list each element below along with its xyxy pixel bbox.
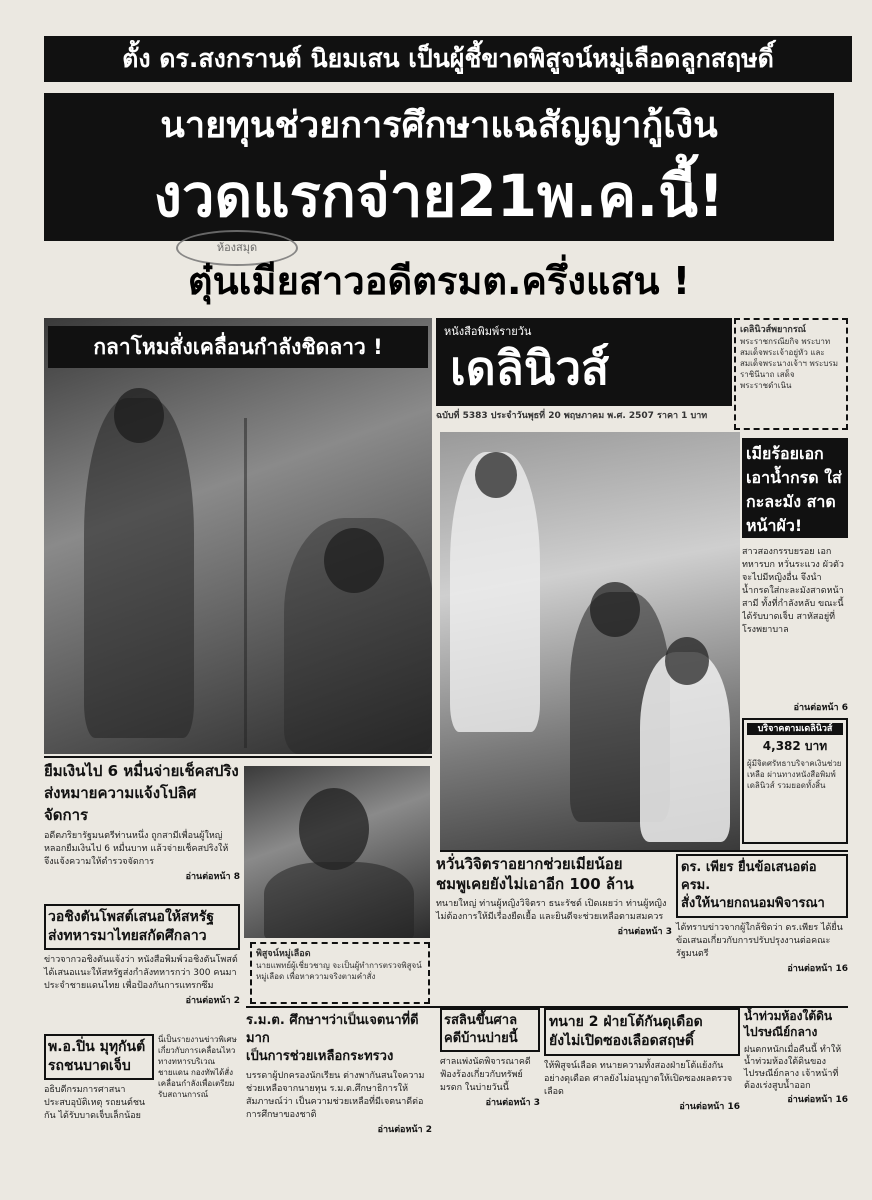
wife-loan-headline2: ชมพูเคยยังไม่เอาอีก 100 ล้าน (436, 875, 634, 893)
main-headline (44, 93, 834, 241)
ministry-text: บรรดาผู้ปกครองนักเรียน ต่างพากันสนใจความช่วยเหลือจากนายทุน ร.ม.ต.ศึกษาธิการให้สัมภาษณ์ว่า เป็นความช่วยเหลือที่มีเจตนาดีต่อการศึกษาของชาติ (246, 1071, 425, 1120)
court-story (440, 1008, 540, 1174)
issue-line: ฉบับที่ 5383 ประจำวันพุธที่ 20 พฤษภาคม พ.ศ. 2507 ราคา 1 บาท (436, 411, 708, 421)
lawyer-text: ให้พิสูจน์เลือด ทนายความทั้งสองฝ่ายโต้แย้งกันอย่างดุเดือด ศาลยังไม่อนุญาตให้เปิดซองผลตรวจเลือด (544, 1061, 733, 1097)
washington-story (44, 904, 240, 1030)
pin-text: อธิบดีกรมการศาสนา ประสบอุบัติเหตุ รถยนต์ชนกัน ได้รับบาดเจ็บเล็กน้อย (44, 1085, 146, 1121)
court-more: อ่านต่อหน้า 3 (485, 1098, 540, 1108)
misc-column-text: นี่เป็นรายงานข่าวพิเศษเกี่ยวกับการเคลื่อนไหวทางทหารบริเวณชายแดน กองทัพได้สั่งเคลื่อนกำลังเพื่อเตรียมรับสถานการณ์ (158, 1035, 237, 1099)
wife-loan-more: อ่านต่อหน้า 3 (617, 927, 672, 937)
ministry-headline2: เป็นการช่วยเหลือกระทรวง (246, 1049, 394, 1064)
dr-headline2: สั่งให้นายกถนอมพิจารณา (681, 896, 825, 911)
rule-line (246, 1006, 848, 1008)
washington-headline1: วอชิงตันโพสต์เสนอให้สหรัฐ (48, 909, 215, 925)
washington-text: ข่าวจากวอชิงตันแจ้งว่า หนังสือพิมพ์วอชิงตันโพสต์ได้เสนอแนะให้สหรัฐส่งกำลังทหารกว่า 300 คนมาประจำชายแดนไทย เพื่อป้องกันการแทรกซึม (44, 955, 238, 991)
wife-loan-headline1: หวั่นวิจิตราอยากช่วยเมียน้อย (436, 855, 623, 873)
blood-box-text: นายแพทย์ผู้เชี่ยวชาญ จะเป็นผู้ทำการตรวจพิสูจน์หมู่เลือด เพื่อหาความจริงตามคำสั่ง (256, 961, 422, 981)
rule-line (44, 756, 432, 758)
index-box-text: พระราชกรณียกิจ พระบาท สมเด็จพระเจ้าอยู่หัว และสมเด็จพระนางเจ้าฯ พระบรมราชินีนาถ เสด็จพระราชดำเนิน (740, 337, 838, 390)
court-headline1: รสลินขึ้นศาล (444, 1013, 518, 1028)
washington-headline2: ส่งทหารมาไทยสกัดศึกลาว (48, 928, 207, 944)
subheadline: ตุ๋นเมียสาวอดีตรมต.ครึ่งแสน ! (187, 259, 691, 303)
index-box (734, 318, 848, 430)
loan-story-headline1: ยืมเงินไป 6 หมื่นจ่ายเช็คสปริง (44, 762, 239, 780)
top-banner: ตั้ง ดร.สงกรานต์ นิยมเสน เป็นผู้ชี้ขาดพิสูจน์หมู่เลือดลูกสฤษดิ์ (44, 36, 852, 82)
military-photo (44, 318, 432, 754)
dr-more: อ่านต่อหน้า 16 (787, 964, 848, 974)
lawyer-headline1: ทนาย 2 ฝ่ายโต้กันดุเดือด (549, 1014, 703, 1030)
loan-story (44, 760, 240, 900)
family-photo (440, 432, 740, 850)
wife-loan-story (436, 854, 672, 1002)
loan-story-more: อ่านต่อหน้า 8 (185, 872, 240, 882)
lawyer-story (544, 1008, 740, 1174)
blood-box (250, 942, 430, 1004)
donation-title: บริจาคตามเดลินิวส์ (747, 723, 843, 735)
library-stamp: ห้องสมุด (176, 230, 298, 266)
portrait-photo (244, 766, 430, 938)
blood-box-title: พิสูจน์หมู่เลือด (256, 949, 311, 959)
loan-story-text: อดีตภริยารัฐมนตรีท่านหนึ่ง ถูกสามีเพื่อนผู้ใหญ่หลอกยืมเงินไป 6 หมื่นบาท แล้วจ่ายเช็คสปริงให้ จึงแจ้งความให้ตำรวจจัดการ (44, 831, 229, 867)
wife-box-headline: เมียร้อยเอก เอาน้ำกรด ใส่กะละมัง สาดหน้าผัว! (742, 438, 848, 538)
washington-more: อ่านต่อหน้า 2 (185, 996, 240, 1006)
dr-headline1: ดร. เพียร ยื่นข้อเสนอต่อ ครม. (681, 860, 817, 893)
court-headline2: คดีบ้านบ่ายนี้ (444, 1031, 518, 1046)
headline-line1: นายทุนช่วยการศึกษาแฉสัญญากู้เงิน (160, 105, 718, 146)
court-text: ศาลแพ่งนัดพิจารณาคดีฟ้องร้องเกี่ยวกับทรัพย์มรดก ในบ่ายวันนี้ (440, 1057, 531, 1093)
index-box-title: เดลินิวส์พยากรณ์ (740, 325, 807, 335)
pin-headline1: พ.อ.ปิ่น มุทุกันต์ (48, 1039, 146, 1055)
ministry-more: อ่านต่อหน้า 2 (377, 1125, 432, 1135)
lawyer-headline2: ยังไม่เปิดซองเลือดสฤษดิ์ (549, 1033, 695, 1049)
flood-text: ฝนตกหนักเมื่อคืนนี้ ทำให้น้ำท่วมห้องใต้ดินของไปรษณีย์กลาง เจ้าหน้าที่ต้องเร่งสูบน้ำออก (744, 1045, 842, 1091)
wife-box-text: สาวสองกรรบยรอย เอกทหารบก หวั่นระแวง ผัวตัวจะไปมีหญิงอื่น จึงนำน้ำกรดใส่กะละมังสาดหน้าสามี ทั้งที่กำลังหลับ ขณะนี้ได้รับบาดเจ็บ สาหัสอยู่ที่โรงพยาบาล (742, 547, 844, 635)
wife-loan-text: ทนายใหญ่ ท่านผู้หญิงวิจิตรา ธนะรัชต์ เปิดเผยว่า ท่านผู้หญิงไม่ต้องการให้มีเรื่องยืดเยื้อ และยินดีจะช่วยเหลือตามสมควร (436, 899, 667, 922)
donation-amount: 4,382 บาท (762, 739, 828, 753)
masthead-kicker: หนังสือพิมพ์รายวัน (444, 325, 532, 338)
wife-box-more: อ่านต่อหน้า 6 (793, 703, 848, 713)
masthead (436, 318, 732, 406)
masthead-title: เดลินิวส์ (450, 341, 610, 395)
rule-line (440, 850, 848, 852)
dr-text: ได้ทราบข่าวจากผู้ใกล้ชิดว่า ดร.เพียร ได้ยื่นข้อเสนอเกี่ยวกับการปรับปรุงงานต่อคณะรัฐมนตรี (676, 923, 843, 959)
flood-more: อ่านต่อหน้า 16 (787, 1095, 848, 1105)
loan-story-headline2: ส่งหมายความแจ้งโปลิศจัดการ (44, 784, 197, 824)
pin-headline2: รถชนบาดเจ็บ (48, 1058, 131, 1074)
headline-line2: งวดแรกจ่าย21พ.ค.นี้! (153, 162, 725, 230)
flood-headline1: น้ำท่วมห้องใต้ดิน (744, 1009, 833, 1023)
donation-box (742, 718, 848, 844)
ministry-story (246, 1012, 432, 1176)
flood-story (744, 1008, 848, 1174)
flood-headline2: ไปรษณีย์กลาง (744, 1025, 818, 1039)
photo-caption-left: กลาโหมสั่งเคลื่อนกำลังชิดลาว ! (48, 326, 428, 368)
lawyer-more: อ่านต่อหน้า 16 (679, 1102, 740, 1112)
donation-text: ผู้มีจิตศรัทธาบริจาคเงินช่วยเหลือ ผ่านทางหนังสือพิมพ์เดลินิวส์ รวมยอดทั้งสิ้น (747, 759, 842, 790)
ministry-headline1: ร.ม.ต. ศึกษาฯว่าเป็นเจตนาที่ดีมาก (246, 1013, 419, 1046)
dr-story (676, 854, 848, 1002)
